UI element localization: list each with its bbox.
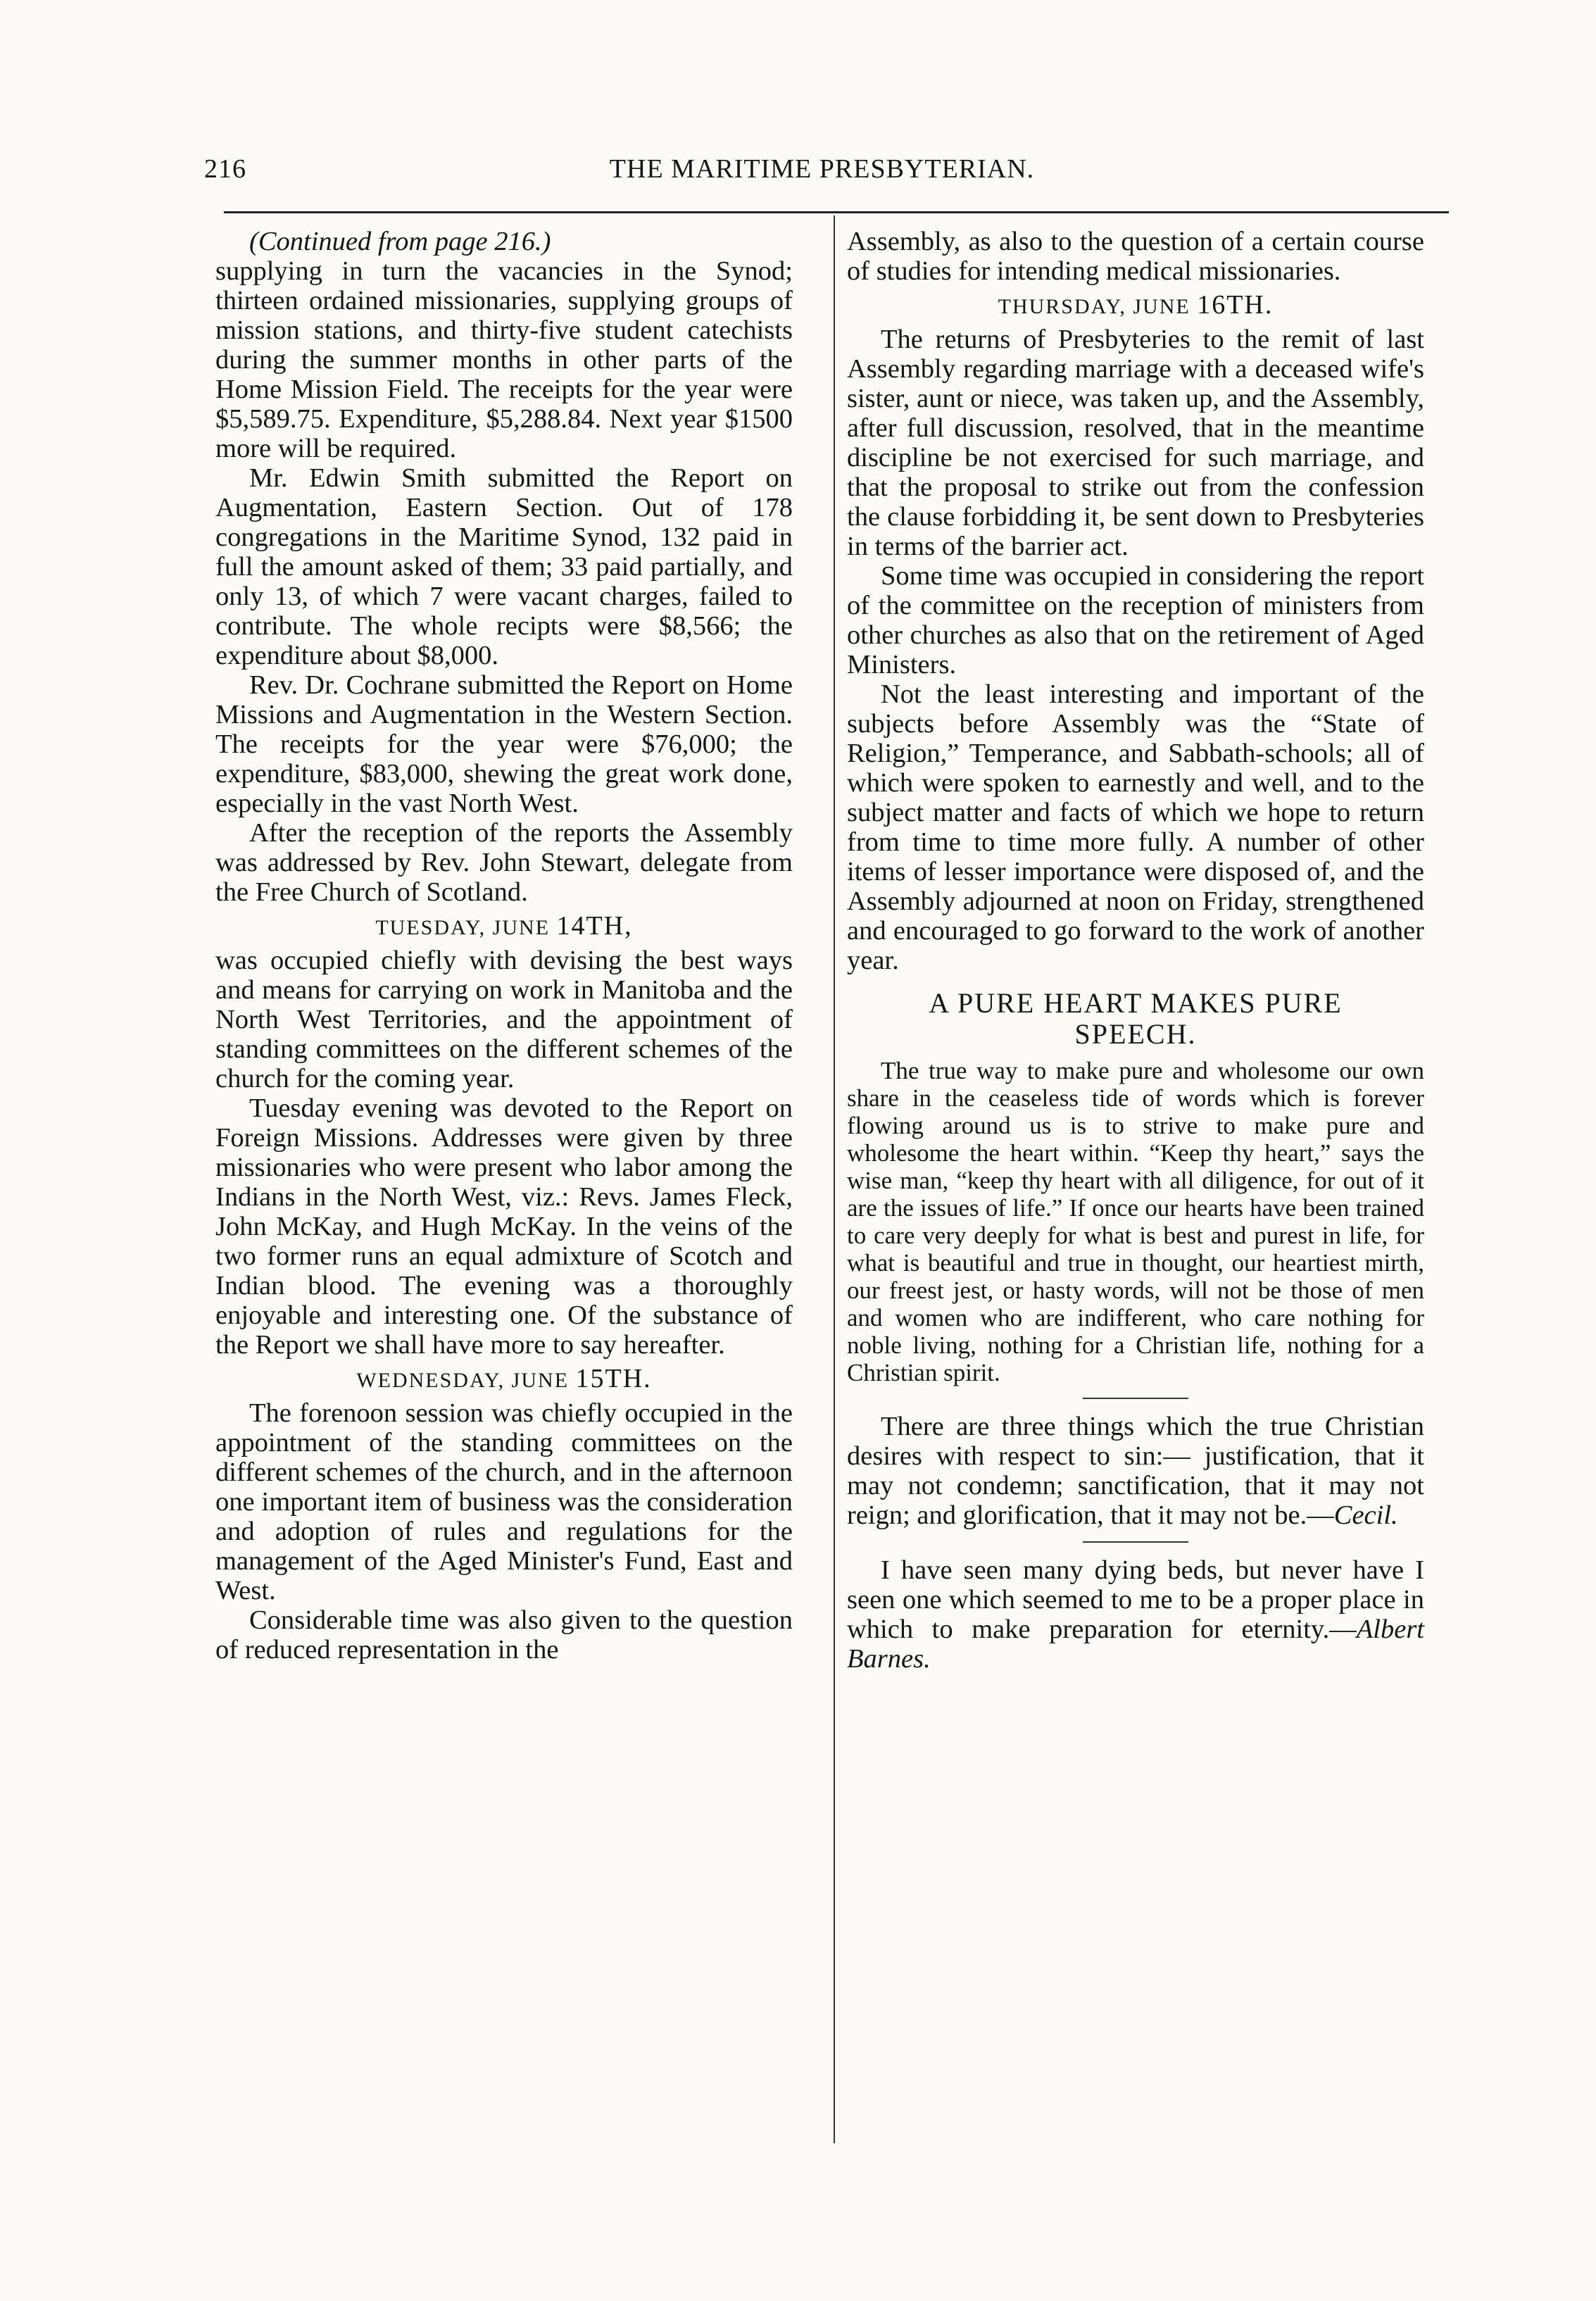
quote-paragraph [847, 1412, 1424, 1530]
paragraph: Tuesday evening was devoted to the Report on Foreign Missions. Addresses were given by three missionaries who were present who labor among the Indians in the North West, viz.: Revs. James Fleck, John McKay, and Hugh McKay. In the veins of the two former runs an equal admixture of Scotch and Indian blood. The evening was a thoroughly enjoyable and interesting one. Of the substance of the Report we shall have more to say hereafter. [215, 1093, 793, 1360]
paragraph: was occupied chiefly with devising the best ways and means for carrying on work in Manitoba and the North West Territories, and the appointment of standing committees on the different schemes of the church for the coming year. [215, 946, 793, 1093]
quote-author: Albert Barnes. [847, 1615, 1424, 1674]
paragraph: Mr. Edwin Smith submitted the Report on Augmentation, Eastern Section. Out of 178 congregations in the Maritime Synod, 132 paid in full the amount asked of them; 33 paid partially, and only 13, of which 7 were vacant charges, failed to contribute. The whole recipts were $8,566; the expenditure about $8,000. [215, 463, 793, 670]
right-column [847, 227, 1424, 1674]
paragraph: supplying in turn the vacancies in the Synod; thirteen ordained missionaries, supplying groups of mission stations, and thirty-five student catechists during the summer months in other parts of the Home Mission Field. The receipts for the year were $5,589.75. Expenditure, $5,288.84. Next year $1500 more will be required. [215, 256, 793, 463]
quote-author: Cecil. [1333, 1500, 1398, 1530]
date-heading-number: 14TH, [556, 911, 633, 941]
date-heading [215, 911, 793, 943]
date-heading [215, 1364, 793, 1396]
page-header [204, 153, 1440, 196]
running-title: THE MARITIME PRESBYTERIAN. [609, 154, 1035, 184]
left-column [215, 227, 793, 1664]
header-rule [224, 211, 1449, 213]
page-number: 216 [204, 154, 246, 184]
paragraph: Rev. Dr. Cochrane submitted the Report on Home Missions and Augmentation in the Western Section. The receipts for the year were $76,000; the expenditure, $83,000, shewing the great work done, especially in the vast North West. [215, 670, 793, 818]
column-rule [834, 215, 835, 2143]
quote-paragraph [847, 1555, 1424, 1674]
article-body [847, 1057, 1424, 1386]
date-heading [847, 290, 1424, 322]
date-heading-number: 16TH. [1197, 290, 1274, 320]
article-title-line: SPEECH. [1074, 1018, 1197, 1050]
paragraph: The true way to make pure and wholesome our own share in the ceaseless tide of words which is forever flowing around us is to strive to make pure and wholesome the heart within. “Keep thy heart,” says the wise man, “keep thy heart with all diligence, for out of it are the issues of life.” If once our hearts have been trained to care very deeply for what is best and purest in life, for what is beautiful and true in thought, our heartiest mirth, our freest jest, or hasty words, will not be those of men and women who are indifferent, who care nothing for noble living, nothing for a Christian life, nothing for a Christian spirit. [847, 1057, 1424, 1386]
paragraph: Some time was occupied in considering the report of the committee on the reception of ministers from other churches as also that on the retirement of Aged Ministers. [847, 561, 1424, 679]
quote-text: I have seen many dying beds, but never have I seen one which seemed to me to be a proper place in which to make preparation for eternity.— [847, 1555, 1424, 1644]
article-title [847, 988, 1424, 1050]
article-title-line: A PURE HEART MAKES PURE [929, 987, 1343, 1019]
paragraph: Not the least interesting and important of the subjects before Assembly was the “State of Religion,” Temperance, and Sabbath-schools; all of which were spoken to earnestly and well, and to the subject matter and facts of which we hope to return from time to time more fully. A number of other items of lesser importance were disposed of, and the Assembly adjourned at noon on Friday, strengthened and encouraged to go forward to the work of another year. [847, 679, 1424, 975]
date-heading-day: WEDNESDAY, JUNE [356, 1369, 570, 1392]
date-heading-day: TUESDAY, JUNE [375, 916, 551, 939]
paragraph: Considerable time was also given to the question of reduced representation in the [215, 1605, 793, 1664]
date-heading-number: 15TH. [575, 1364, 652, 1393]
date-heading-day: THURSDAY, JUNE [998, 295, 1190, 318]
paragraph: The returns of Presbyteries to the remit of last Assembly regarding marriage with a deceased wife's sister, aunt or niece, was taken up, and the Assembly, after full discussion, resolved, that in the meantime discipline be not exercised for such marriage, and that the proposal to strike out from the confession the clause forbidding it, be sent down to Presbyteries in terms of the barrier act. [847, 325, 1424, 561]
separator-rule [1083, 1541, 1188, 1543]
quote-text: There are three things which the true Christian desires with respect to sin:— justification, that it may not condemn; sanctification, that it may not reign; and glorification, that it may not be.— [847, 1412, 1424, 1530]
paragraph: After the reception of the reports the Assembly was addressed by Rev. John Stewart, delegate from the Free Church of Scotland. [215, 818, 793, 907]
continued-note: (Continued from page 216.) [249, 227, 551, 256]
separator-rule [1083, 1398, 1188, 1399]
paragraph: The forenoon session was chiefly occupied in the appointment of the standing committees on the different schemes of the church, and in the afternoon one important item of business was the consideration and adoption of rules and regulations for the management of the Aged Minister's Fund, East and West. [215, 1398, 793, 1605]
paragraph: Assembly, as also to the question of a certain course of studies for intending medical missionaries. [847, 227, 1424, 286]
